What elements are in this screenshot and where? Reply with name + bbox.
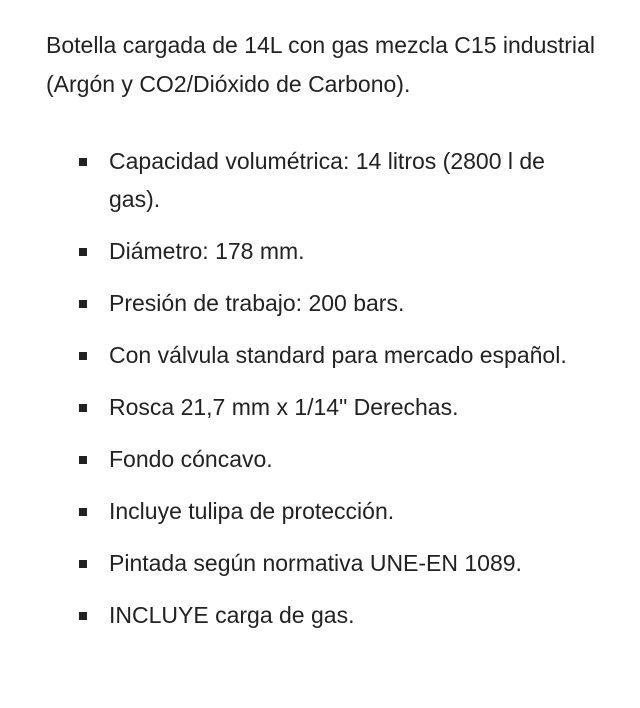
bullet-icon xyxy=(79,248,87,256)
bullet-icon xyxy=(79,612,87,620)
bullet-icon xyxy=(79,352,87,360)
bullet-icon xyxy=(79,158,87,166)
spec-item xyxy=(0,544,640,582)
spec-list xyxy=(0,142,640,648)
spec-text: Pintada según normativa UNE-EN 1089. xyxy=(109,550,522,576)
spec-text: Capacidad volumétrica: 14 litros (2800 l de gas). xyxy=(109,148,545,212)
spec-text: Presión de trabajo: 200 bars. xyxy=(109,290,405,316)
bullet-icon xyxy=(79,456,87,464)
bullet-icon xyxy=(79,300,87,308)
spec-text: Con válvula standard para mercado español. xyxy=(109,342,567,368)
spec-text: INCLUYE carga de gas. xyxy=(109,602,355,628)
spec-item xyxy=(0,142,640,218)
spec-text: Rosca 21,7 mm x 1/14" Derechas. xyxy=(109,394,459,420)
spec-item xyxy=(0,336,640,374)
spec-item xyxy=(0,492,640,530)
spec-item xyxy=(0,232,640,270)
bullet-icon xyxy=(79,560,87,568)
bullet-icon xyxy=(79,404,87,412)
spec-item xyxy=(0,596,640,634)
spec-text: Fondo cóncavo. xyxy=(109,446,273,472)
spec-item xyxy=(0,440,640,478)
spec-item xyxy=(0,388,640,426)
intro-paragraph: Botella cargada de 14L con gas mezcla C15 industrial (Argón y CO2/Dióxido de Carbono). xyxy=(46,32,595,97)
bullet-icon xyxy=(79,508,87,516)
spec-text: Diámetro: 178 mm. xyxy=(109,238,305,264)
spec-item xyxy=(0,284,640,322)
spec-text: Incluye tulipa de protección. xyxy=(109,498,395,524)
